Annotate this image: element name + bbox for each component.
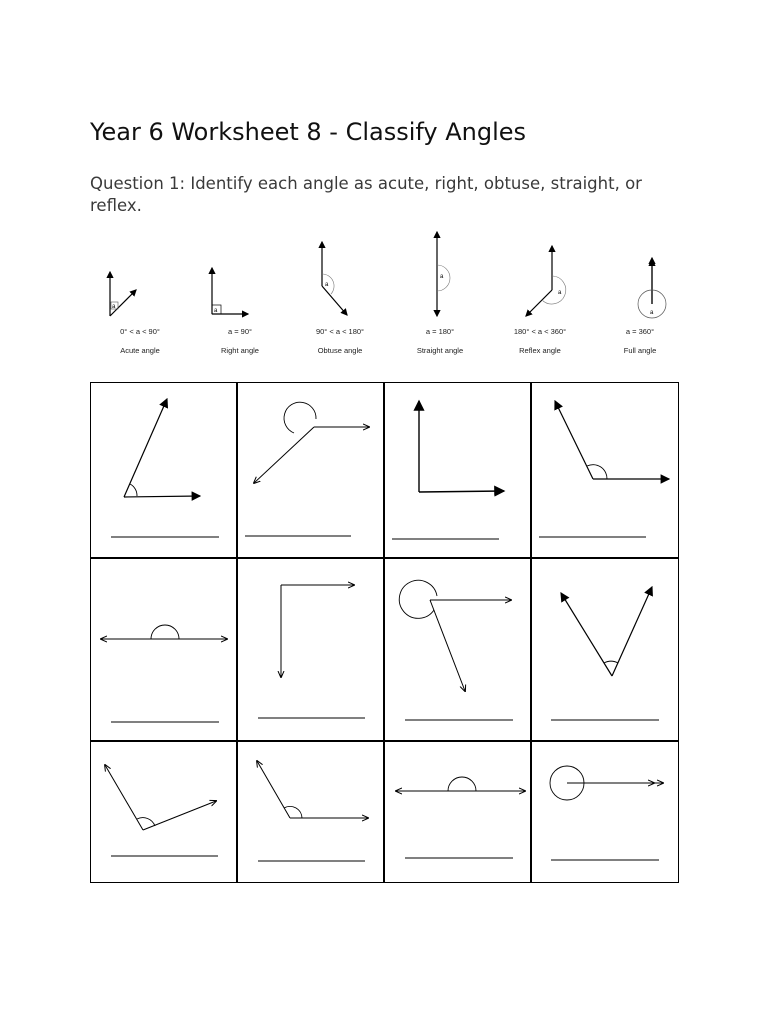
reference-acute — [90, 228, 190, 363]
exercise-8-angle — [561, 587, 652, 676]
exercise-3-angle — [419, 401, 504, 492]
straight-name: Straight angle — [416, 346, 464, 355]
right-condition: a = 90° — [227, 327, 253, 336]
exercise-2-angle — [254, 402, 369, 483]
acute-label: a — [112, 304, 116, 310]
exercise-11-angle — [396, 777, 525, 791]
reference-right — [190, 228, 290, 363]
straight-angle-diagram — [390, 228, 490, 328]
right-name: Right angle — [221, 346, 259, 355]
reflex-condition: 180° < a < 360° — [513, 327, 567, 336]
obtuse-angle-diagram — [290, 228, 390, 328]
question-1: Question 1: Identify each angle as acute, right, obtuse, straight, or reflex. — [90, 174, 642, 215]
reference-straight — [390, 228, 490, 363]
reference-full — [590, 228, 690, 363]
reflex-label: a — [558, 290, 562, 296]
obtuse-condition: 90° < a < 180° — [315, 327, 365, 336]
exercise-6-angle — [281, 585, 354, 677]
obtuse-name: Obtuse angle — [317, 346, 363, 355]
full-label: a — [650, 310, 654, 316]
full-angle-diagram — [590, 228, 690, 328]
obtuse-label: a — [325, 282, 329, 288]
full-condition: a = 360° — [625, 327, 655, 336]
reflex-angle-diagram — [490, 228, 590, 328]
worksheet-title: Year 6 Worksheet 8 - Classify Angles — [90, 118, 527, 146]
exercise-1-angle — [124, 399, 200, 497]
acute-angle-diagram — [90, 228, 190, 328]
exercise-4-angle — [555, 401, 669, 479]
angle-reference-strip — [90, 228, 690, 363]
full-name: Full angle — [623, 346, 657, 355]
exercise-drawings — [91, 383, 680, 884]
reflex-name: Reflex angle — [519, 346, 561, 355]
angle-exercise-grid — [90, 382, 679, 883]
straight-label: a — [440, 274, 444, 280]
right-angle-diagram — [190, 228, 290, 328]
straight-condition: a = 180° — [425, 327, 455, 336]
right-label: a — [214, 308, 218, 314]
exercise-5-angle — [101, 625, 227, 639]
reference-reflex — [490, 228, 590, 363]
exercise-10-angle — [257, 761, 368, 818]
exercise-12-angle — [550, 766, 663, 800]
acute-condition: 0° < a < 90° — [120, 327, 160, 336]
reference-obtuse — [290, 228, 390, 363]
acute-name: Acute angle — [120, 346, 160, 355]
answer-lines — [111, 536, 659, 861]
exercise-9-angle — [105, 765, 216, 830]
exercise-7-angle — [399, 580, 511, 691]
